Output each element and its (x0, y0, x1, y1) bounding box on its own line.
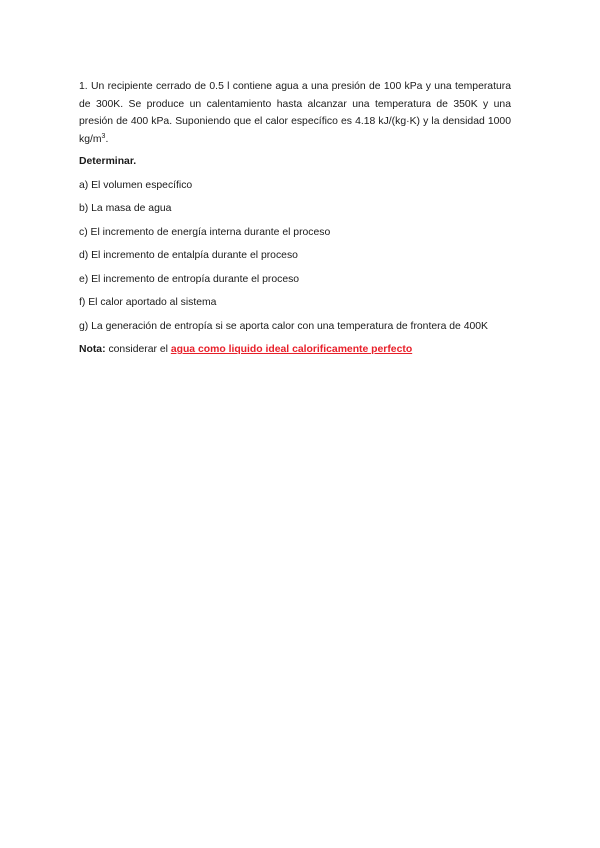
question-item-a: a) El volumen específico (79, 179, 193, 191)
density-exponent: 3 (101, 132, 106, 140)
question-list (79, 177, 511, 336)
question-item-d: d) El incremento de entalpía durante el proceso (79, 250, 298, 261)
note-text: considerar el (105, 344, 171, 355)
question-item-e: e) El incremento de entropía durante el proceso (79, 273, 300, 285)
note (79, 341, 511, 359)
question-item-g: g) La generación de entropía si se aporta calor con una temperatura de frontera de 400K (79, 320, 488, 332)
note-label: Nota: (79, 344, 106, 355)
section-heading: Determinar. (79, 156, 137, 167)
question-item-f: f) El calor aportado al sistema (79, 297, 217, 308)
problem-intro: 1. Un recipiente cerrado de 0.5 l contiene agua a una presión de 100 kPa y una temperatura de 300K. Se produce un calentamiento hasta alcanzar una temperatura de 350K y una presión de 400 kPa. Suponiendo que el calor específico es 4.18 kJ/(kg·K) y la densidad 1000 kg/m (79, 81, 511, 145)
document-page (79, 78, 511, 359)
problem-statement (79, 78, 511, 148)
question-item-c: c) El incremento de energía interna durante el proceso (79, 226, 331, 238)
question-item-b: b) La masa de agua (79, 203, 172, 214)
problem-intro-end: . (105, 133, 109, 145)
note-emphasis: agua como liquido ideal calorificamente perfecto (170, 344, 413, 355)
